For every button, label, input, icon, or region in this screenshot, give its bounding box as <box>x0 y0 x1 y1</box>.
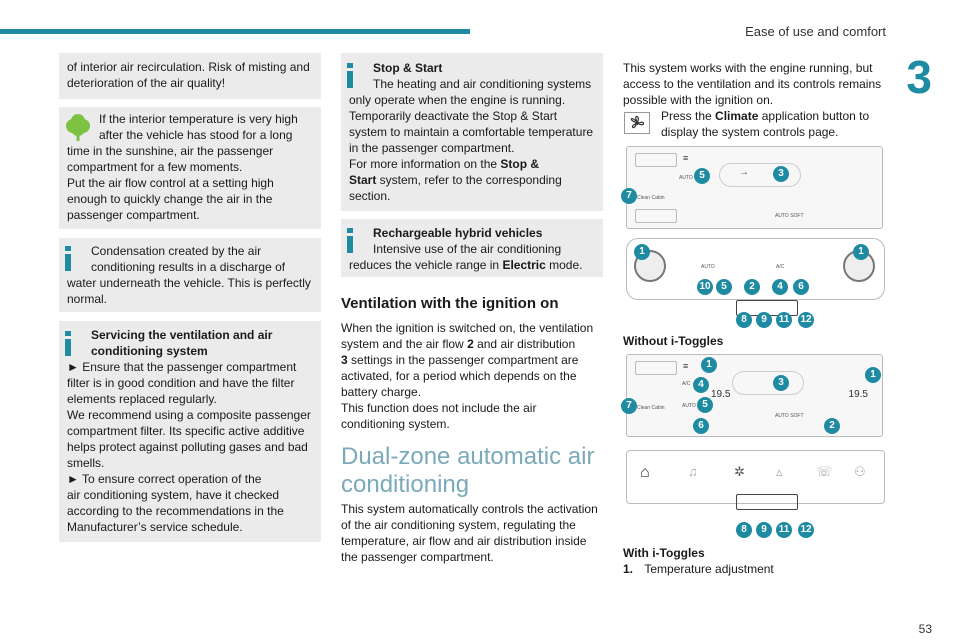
note-line: conditioning results in a discharge of <box>91 260 286 274</box>
tree-icon <box>63 113 93 143</box>
intro-text <box>623 60 893 108</box>
text-span: application button to <box>758 109 870 123</box>
callout-badge: 1 <box>853 244 869 260</box>
note-title: Servicing the ventilation and air <box>91 328 273 342</box>
note-line: The heating and air conditioning systems <box>373 77 592 91</box>
note-line: time in the sunshine, air the passenger <box>67 144 274 158</box>
callout-badge: 5 <box>694 168 710 184</box>
callout-badge: 5 <box>697 397 713 413</box>
text-line: activated, for a period which depends on the <box>341 369 577 383</box>
climate-fan-icon <box>624 112 650 134</box>
bold-span: Climate <box>715 109 759 123</box>
note-title: Stop & Start <box>373 61 443 75</box>
dual-zone-heading <box>341 443 594 499</box>
text-span: For more information on the <box>349 157 498 171</box>
auto-label: AUTO <box>682 403 696 409</box>
list-number: 1. <box>623 562 634 576</box>
music-icon: ♫ <box>688 464 698 479</box>
auto-soft-label: AUTO SOFT <box>775 413 804 419</box>
note-line: compartment filter. Its specific active additive <box>67 424 305 438</box>
note-line: in the passenger compartment. <box>349 141 515 155</box>
menu-icon: ≡ <box>683 153 689 163</box>
text-line: This function does not include the air <box>341 401 537 415</box>
note-box-hybrid <box>341 219 603 277</box>
right-temp: 19.5 <box>848 389 868 400</box>
callout-badge: 1 <box>634 244 650 260</box>
note-box-stop-start <box>341 53 603 211</box>
menu-icon: ≡ <box>683 361 689 371</box>
note-line: Temporarily deactivate the Stop & Start <box>349 109 558 123</box>
callout-badge: 1 <box>701 357 717 373</box>
note-line: system to maintain a comfortable temperature <box>349 125 594 139</box>
note-line: ► Ensure that the passenger compartment <box>67 360 297 374</box>
text-line: When the ignition is switched on, the ventilation <box>341 321 594 335</box>
list-text: Temperature adjustment <box>644 562 774 576</box>
note-line: Condensation created by the air <box>91 244 262 258</box>
callout-badge: 7 <box>621 398 637 414</box>
auto-soft-label: AUTO SOFT <box>775 213 804 219</box>
note-line <box>349 172 595 188</box>
screen-field <box>635 361 677 375</box>
text-line <box>661 108 901 124</box>
text-line: This system automatically controls the activation <box>341 502 598 516</box>
text-span: mode. <box>545 258 583 272</box>
text-line: battery charge. <box>341 385 422 399</box>
note-line: helps protect against polluting gases and bad <box>67 440 308 454</box>
callout-badge: 1 <box>865 367 881 383</box>
phone-icon: ☏ <box>816 464 833 479</box>
bold-span: 2 <box>467 337 474 351</box>
text-line: display the system controls page. <box>661 125 839 139</box>
defrost-buttons <box>736 494 798 510</box>
callout-badge: 11 <box>776 312 792 328</box>
bold-span: Start <box>349 173 377 187</box>
note-line <box>349 257 595 273</box>
page-number: 53 <box>918 622 932 636</box>
ventilation-heading: Ventilation with the ignition on <box>341 295 559 312</box>
callout-badge: 8 <box>736 522 752 538</box>
screen-field <box>635 153 677 167</box>
callout-badge: 5 <box>716 279 732 295</box>
text-line: access to the ventilation and its controls remains <box>623 77 882 91</box>
callout-badge: 8 <box>736 312 752 328</box>
note-title: conditioning system <box>91 344 208 358</box>
text-line <box>341 336 606 352</box>
text-span: and air distribution <box>473 337 576 351</box>
note-box-servicing <box>59 321 321 542</box>
ac-label: A/C <box>776 264 785 270</box>
home-icon: ⌂ <box>640 464 650 481</box>
note-line: Put the air flow control at a setting high <box>67 176 274 190</box>
note-line: filter is in good condition and have the filter <box>67 376 295 390</box>
note-line: section. <box>349 189 391 203</box>
callout-badge: 3 <box>773 375 789 391</box>
note-title: Rechargeable hybrid vehicles <box>373 226 543 240</box>
callout-badge: 11 <box>776 522 792 538</box>
text-span: system and the air flow <box>341 337 468 351</box>
left-temp: 19.5 <box>711 389 731 400</box>
text-span: Press the <box>661 109 716 123</box>
bold-span: Electric <box>502 258 546 272</box>
note-line: air conditioning system, have it checked <box>67 488 280 502</box>
note-box-recirculation <box>59 53 321 99</box>
note-text: of interior air recirculation. Risk of misting and deterioration of the air quality! <box>67 60 310 90</box>
callout-badge: 6 <box>693 418 709 434</box>
note-line: compartment for a few moments. <box>67 160 243 174</box>
note-line: according to the recommendations in the <box>67 504 284 518</box>
callout-badge: 9 <box>756 522 772 538</box>
note-line: enough to quickly change the air in the <box>67 192 273 206</box>
callout-badge: 3 <box>773 166 789 182</box>
note-line: Manufacturer’s service schedule. <box>67 520 243 534</box>
itoggle-screen-figure <box>626 354 883 437</box>
callout-badge: 2 <box>824 418 840 434</box>
itoggle-panel-figure <box>626 450 883 538</box>
list-item <box>623 561 774 577</box>
dual-zone-text <box>341 501 606 565</box>
text-span: settings in the passenger compartment are <box>347 353 579 367</box>
caption-without-itoggles: Without i-Toggles <box>623 334 724 348</box>
auto-label: AUTO <box>701 264 715 270</box>
text-line: of the air conditioning system, regulating the <box>341 518 576 532</box>
note-line: normal. <box>67 292 108 306</box>
heading-line: Dual-zone automatic air <box>341 443 595 470</box>
bold-span: Stop & <box>500 157 540 171</box>
callout-badge: 12 <box>798 312 814 328</box>
text-line <box>341 352 606 368</box>
press-climate-text <box>661 108 901 140</box>
note-line: We recommend using a composite passenger <box>67 408 311 422</box>
note-box-temperature <box>59 107 321 229</box>
caption-with-itoggles: With i-Toggles <box>623 546 705 560</box>
note-line: only operate when the engine is running. <box>349 93 566 107</box>
callout-badge: 12 <box>798 522 814 538</box>
text-line: possible with the ignition on. <box>623 93 774 107</box>
clean-cabin-label: Clean Cabin <box>637 195 665 201</box>
text-span: system, refer to the corresponding <box>376 173 562 187</box>
chapter-number: 3 <box>906 51 932 103</box>
note-line: water underneath the vehicle. This is perfectly <box>67 276 311 290</box>
auto-label: AUTO <box>679 175 693 181</box>
text-line: conditioning system. <box>341 417 450 431</box>
text-line: the passenger compartment. <box>341 550 494 564</box>
callout-badge: 4 <box>772 279 788 295</box>
top-accent-bar <box>0 29 470 34</box>
callout-badge: 9 <box>756 312 772 328</box>
note-line: Intensive use of the air conditioning <box>373 242 562 256</box>
note-line: ► To ensure correct operation of the <box>67 472 262 486</box>
callout-badge: 10 <box>697 279 713 295</box>
note-box-condensation <box>59 238 321 312</box>
text-line: This system works with the engine running, but <box>623 61 873 75</box>
note-line: passenger compartment. <box>67 208 200 222</box>
callout-badge: 6 <box>793 279 809 295</box>
note-line: after the vehicle has stood for a long <box>99 128 293 142</box>
ventilation-text <box>341 320 606 432</box>
note-line: smells. <box>67 456 105 470</box>
callout-badge: 7 <box>621 188 637 204</box>
note-line: If the interior temperature is very high <box>99 112 298 126</box>
callout-badge: 4 <box>693 377 709 393</box>
section-title: Ease of use and comfort <box>745 24 886 39</box>
arrow-icon: → <box>739 167 749 178</box>
bold-span: 3 <box>341 353 348 367</box>
note-line: elements replaced regularly. <box>67 392 217 406</box>
apps-icon: ⚇ <box>854 464 866 479</box>
climate-screen-figure <box>626 146 883 229</box>
clean-cabin-label: Clean Cabin <box>637 405 665 411</box>
heading-line: conditioning <box>341 471 470 498</box>
screen-field <box>635 209 677 223</box>
text-span: reduces the vehicle range in <box>349 258 503 272</box>
text-line: temperature, air flow and air distribution inside <box>341 534 587 548</box>
callout-badge: 2 <box>744 279 760 295</box>
fan-icon: ✲ <box>734 464 745 479</box>
navigation-icon: ▵ <box>776 464 783 479</box>
fan-slider <box>732 371 804 395</box>
note-line <box>349 156 595 172</box>
ac-label: A/C <box>682 381 691 387</box>
